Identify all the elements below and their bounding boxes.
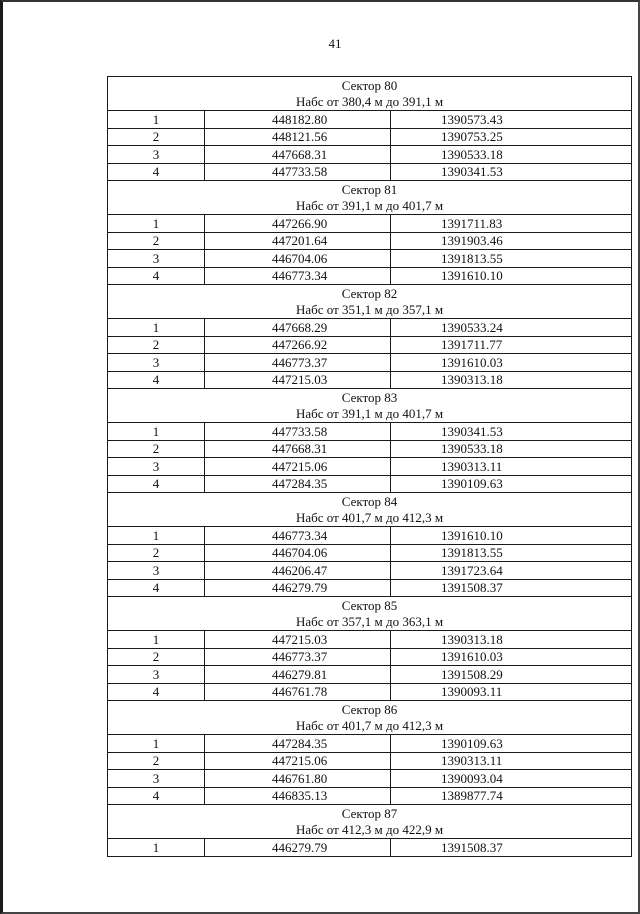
point-number: 1 bbox=[108, 111, 205, 129]
table-row bbox=[108, 475, 632, 493]
coord-y: 1391610.10 bbox=[391, 267, 632, 285]
sector-title: Сектор 84 bbox=[108, 493, 632, 510]
point-number: 2 bbox=[108, 648, 205, 666]
point-number: 4 bbox=[108, 267, 205, 285]
table-row bbox=[108, 839, 632, 857]
table-row bbox=[108, 250, 632, 268]
point-number: 2 bbox=[108, 336, 205, 354]
point-number: 4 bbox=[108, 787, 205, 805]
coord-y: 1390313.18 bbox=[391, 371, 632, 389]
sector-title: Сектор 82 bbox=[108, 285, 632, 302]
coord-x: 447266.90 bbox=[205, 215, 391, 233]
coord-x: 446773.37 bbox=[205, 648, 391, 666]
sector-range: Набс от 380,4 м до 391,1 м bbox=[108, 94, 632, 111]
sector-title-row bbox=[108, 597, 632, 614]
table-row bbox=[108, 787, 632, 805]
sector-title-row bbox=[108, 805, 632, 822]
point-number: 4 bbox=[108, 371, 205, 389]
coord-y: 1391508.37 bbox=[391, 839, 632, 857]
table-row bbox=[108, 215, 632, 233]
sector-title-row bbox=[108, 389, 632, 406]
point-number: 4 bbox=[108, 683, 205, 701]
sector-title: Сектор 81 bbox=[108, 181, 632, 198]
coordinates-table bbox=[107, 76, 632, 857]
sector-range: Набс от 391,1 м до 401,7 м bbox=[108, 198, 632, 215]
coord-y: 1391711.83 bbox=[391, 215, 632, 233]
table-row bbox=[108, 579, 632, 597]
point-number: 4 bbox=[108, 579, 205, 597]
coord-y: 1390313.11 bbox=[391, 752, 632, 770]
coord-x: 446279.79 bbox=[205, 579, 391, 597]
coord-y: 1390313.18 bbox=[391, 631, 632, 649]
table-row bbox=[108, 371, 632, 389]
point-number: 3 bbox=[108, 354, 205, 372]
table-row bbox=[108, 562, 632, 580]
point-number: 2 bbox=[108, 232, 205, 250]
sector-title-row bbox=[108, 493, 632, 510]
point-number: 3 bbox=[108, 770, 205, 788]
point-number: 1 bbox=[108, 215, 205, 233]
coordinates-table-body bbox=[108, 77, 632, 857]
sector-range-row bbox=[108, 510, 632, 527]
coord-y: 1389877.74 bbox=[391, 787, 632, 805]
table-row bbox=[108, 527, 632, 545]
sector-range-row bbox=[108, 614, 632, 631]
coord-x: 448121.56 bbox=[205, 128, 391, 146]
sector-range: Набс от 401,7 м до 412,3 м bbox=[108, 510, 632, 527]
coord-x: 446279.79 bbox=[205, 839, 391, 857]
sector-title: Сектор 80 bbox=[108, 77, 632, 94]
table-row bbox=[108, 770, 632, 788]
coord-x: 447284.35 bbox=[205, 475, 391, 493]
coord-x: 447284.35 bbox=[205, 735, 391, 753]
point-number: 1 bbox=[108, 527, 205, 545]
coord-y: 1391723.64 bbox=[391, 562, 632, 580]
table-row bbox=[108, 146, 632, 164]
coord-y: 1391813.55 bbox=[391, 544, 632, 562]
sector-range: Набс от 391,1 м до 401,7 м bbox=[108, 406, 632, 423]
table-row bbox=[108, 458, 632, 476]
coord-y: 1390109.63 bbox=[391, 475, 632, 493]
sector-title-row bbox=[108, 77, 632, 94]
coord-y: 1390753.25 bbox=[391, 128, 632, 146]
coord-x: 446835.13 bbox=[205, 787, 391, 805]
sector-range: Набс от 357,1 м до 363,1 м bbox=[108, 614, 632, 631]
coord-x: 446773.34 bbox=[205, 527, 391, 545]
sector-title-row bbox=[108, 701, 632, 718]
table-row bbox=[108, 752, 632, 770]
coord-y: 1391508.37 bbox=[391, 579, 632, 597]
coord-x: 447733.58 bbox=[205, 163, 391, 181]
coord-y: 1391610.10 bbox=[391, 527, 632, 545]
coord-y: 1391903.46 bbox=[391, 232, 632, 250]
point-number: 2 bbox=[108, 752, 205, 770]
point-number: 3 bbox=[108, 146, 205, 164]
coord-x: 447266.92 bbox=[205, 336, 391, 354]
point-number: 2 bbox=[108, 128, 205, 146]
point-number: 3 bbox=[108, 250, 205, 268]
point-number: 1 bbox=[108, 631, 205, 649]
page-number: 41 bbox=[328, 36, 342, 51]
point-number: 1 bbox=[108, 319, 205, 337]
coord-x: 447215.06 bbox=[205, 458, 391, 476]
coord-y: 1390109.63 bbox=[391, 735, 632, 753]
point-number: 2 bbox=[108, 440, 205, 458]
coord-x: 447215.03 bbox=[205, 631, 391, 649]
table-row bbox=[108, 128, 632, 146]
coord-x: 447215.06 bbox=[205, 752, 391, 770]
table-row bbox=[108, 648, 632, 666]
coord-x: 446206.47 bbox=[205, 562, 391, 580]
table-row bbox=[108, 423, 632, 441]
sector-title: Сектор 83 bbox=[108, 389, 632, 406]
table-row bbox=[108, 267, 632, 285]
coord-y: 1390313.11 bbox=[391, 458, 632, 476]
sector-range: Набс от 401,7 м до 412,3 м bbox=[108, 718, 632, 735]
sector-title: Сектор 85 bbox=[108, 597, 632, 614]
coord-y: 1391508.29 bbox=[391, 666, 632, 684]
coord-y: 1391610.03 bbox=[391, 648, 632, 666]
sector-range-row bbox=[108, 302, 632, 319]
coord-x: 447215.03 bbox=[205, 371, 391, 389]
coord-x: 447668.29 bbox=[205, 319, 391, 337]
coord-y: 1390341.53 bbox=[391, 423, 632, 441]
table-row bbox=[108, 319, 632, 337]
coord-x: 446761.80 bbox=[205, 770, 391, 788]
point-number: 1 bbox=[108, 423, 205, 441]
coord-y: 1391610.03 bbox=[391, 354, 632, 372]
table-row bbox=[108, 735, 632, 753]
point-number: 3 bbox=[108, 666, 205, 684]
point-number: 1 bbox=[108, 735, 205, 753]
coord-y: 1391711.77 bbox=[391, 336, 632, 354]
table-row bbox=[108, 163, 632, 181]
coord-x: 446704.06 bbox=[205, 250, 391, 268]
coord-x: 447733.58 bbox=[205, 423, 391, 441]
coord-y: 1391813.55 bbox=[391, 250, 632, 268]
point-number: 4 bbox=[108, 475, 205, 493]
coord-y: 1390533.18 bbox=[391, 146, 632, 164]
sector-range: Набс от 351,1 м до 357,1 м bbox=[108, 302, 632, 319]
sector-range-row bbox=[108, 718, 632, 735]
point-number: 1 bbox=[108, 839, 205, 857]
table-row bbox=[108, 666, 632, 684]
table-row bbox=[108, 336, 632, 354]
sector-range-row bbox=[108, 94, 632, 111]
coord-y: 1390093.04 bbox=[391, 770, 632, 788]
coord-x: 446773.37 bbox=[205, 354, 391, 372]
coord-x: 446279.81 bbox=[205, 666, 391, 684]
sector-range-row bbox=[108, 406, 632, 423]
point-number: 3 bbox=[108, 458, 205, 476]
sector-range-row bbox=[108, 198, 632, 215]
sector-title-row bbox=[108, 181, 632, 198]
sector-range: Набс от 412,3 м до 422,9 м bbox=[108, 822, 632, 839]
coord-x: 448182.80 bbox=[205, 111, 391, 129]
table-row bbox=[108, 544, 632, 562]
coord-y: 1390533.18 bbox=[391, 440, 632, 458]
table-row bbox=[108, 354, 632, 372]
point-number: 2 bbox=[108, 544, 205, 562]
coord-x: 446704.06 bbox=[205, 544, 391, 562]
table-row bbox=[108, 111, 632, 129]
sector-title: Сектор 87 bbox=[108, 805, 632, 822]
coord-y: 1390573.43 bbox=[391, 111, 632, 129]
coord-y: 1390341.53 bbox=[391, 163, 632, 181]
sector-title-row bbox=[108, 285, 632, 302]
coord-x: 446761.78 bbox=[205, 683, 391, 701]
sector-title: Сектор 86 bbox=[108, 701, 632, 718]
table-row bbox=[108, 683, 632, 701]
table-row bbox=[108, 631, 632, 649]
point-number: 4 bbox=[108, 163, 205, 181]
table-row bbox=[108, 440, 632, 458]
coord-x: 447668.31 bbox=[205, 146, 391, 164]
coord-x: 447668.31 bbox=[205, 440, 391, 458]
coord-x: 447201.64 bbox=[205, 232, 391, 250]
coord-x: 446773.34 bbox=[205, 267, 391, 285]
coord-y: 1390093.11 bbox=[391, 683, 632, 701]
table-row bbox=[108, 232, 632, 250]
coord-y: 1390533.24 bbox=[391, 319, 632, 337]
sector-range-row bbox=[108, 822, 632, 839]
point-number: 3 bbox=[108, 562, 205, 580]
